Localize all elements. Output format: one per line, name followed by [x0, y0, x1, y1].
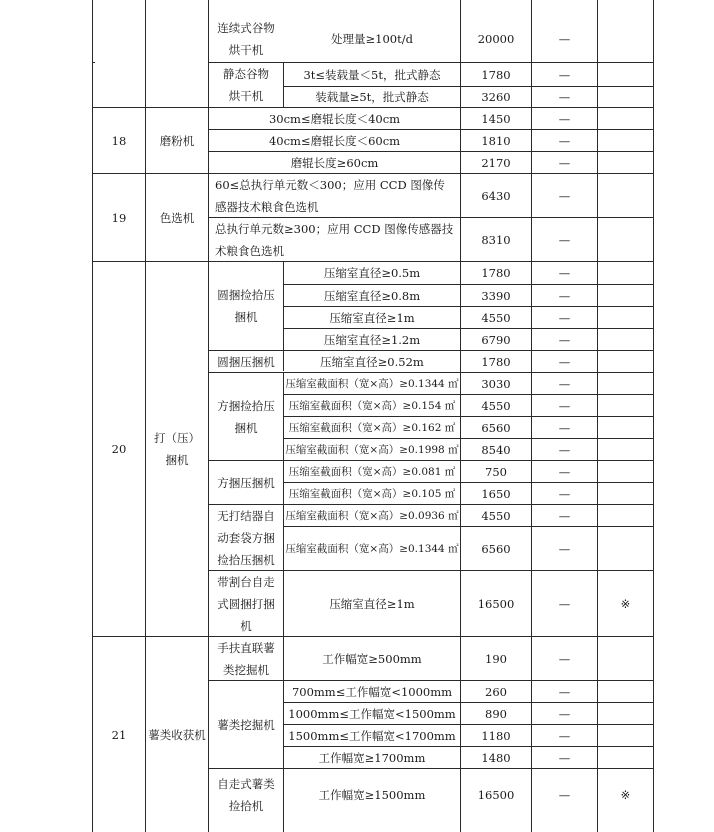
- amount-cell: 4550: [481, 398, 511, 413]
- dash-cell: —: [558, 354, 571, 369]
- dash-cell: —: [558, 596, 571, 611]
- dash-cell: —: [558, 332, 571, 347]
- marker-cell: ※: [620, 788, 631, 802]
- group-name-20: 打（压）捆机: [154, 431, 200, 467]
- dash-cell: —: [558, 232, 571, 247]
- dash-cell: —: [558, 706, 571, 721]
- spec-cell: 压缩室截面积（宽×高）≥0.081 ㎡: [288, 465, 456, 478]
- spec-cell: 工作幅宽≥1700mm: [318, 750, 426, 765]
- dash-cell: —: [558, 111, 571, 126]
- amount-cell: 6790: [481, 332, 511, 347]
- dash-cell: —: [558, 133, 571, 148]
- spec-cell: 压缩室直径≥1m: [329, 310, 415, 325]
- spec-cell: 装载量≥5t，批式静态: [315, 90, 429, 104]
- group-number-19: 19: [111, 210, 127, 225]
- spec-cell: 1500mm≤工作幅宽<1700mm: [288, 728, 456, 743]
- amount-cell: 4550: [481, 310, 511, 325]
- spec-cell: 压缩室直径≥0.5m: [323, 266, 421, 280]
- amount-cell: 750: [485, 464, 507, 479]
- item-name: 薯类挖掘机: [217, 717, 275, 732]
- amount-cell: 6560: [481, 541, 511, 556]
- amount-cell: 1780: [481, 266, 511, 280]
- amount-cell: 1810: [481, 133, 511, 148]
- amount-cell: 16500: [477, 788, 515, 802]
- amount-cell: 8540: [481, 442, 511, 457]
- amount-cell: 1780: [481, 67, 511, 82]
- spec-cell: 60≤总执行单元数＜300；应用 CCD 图像传感器技术粮食色选机: [215, 177, 445, 214]
- dash-cell: —: [558, 266, 571, 280]
- amount-cell: 3260: [481, 90, 511, 104]
- item-name: 方捆捡拾压捆机: [217, 398, 275, 435]
- item-name: 手扶直联薯类挖掘机: [217, 640, 275, 677]
- dash-cell: —: [558, 728, 571, 743]
- spec-cell: 工作幅宽≥500mm: [322, 651, 422, 666]
- dash-cell: —: [558, 310, 571, 325]
- group-name-19: 色选机: [159, 210, 195, 225]
- amount-cell: 1450: [481, 111, 511, 126]
- spec-cell: 压缩室直径≥1m: [329, 596, 415, 611]
- amount-cell: 1780: [481, 354, 511, 369]
- spec-cell: 压缩室截面积（宽×高）≥0.1344 ㎡: [285, 377, 459, 390]
- amount-cell: 260: [485, 684, 507, 699]
- amount-cell: 16500: [477, 596, 515, 611]
- dash-cell: —: [558, 90, 571, 104]
- amount-cell: 20000: [477, 31, 515, 46]
- spec-cell: 3t≤装载量＜5t，批式静态: [303, 67, 441, 82]
- dash-cell: —: [558, 442, 571, 457]
- dash-cell: —: [558, 155, 571, 170]
- item-name: 圆捆压捆机: [217, 354, 275, 369]
- dash-cell: —: [558, 464, 571, 479]
- dash-cell: —: [558, 31, 571, 46]
- dash-cell: —: [558, 288, 571, 303]
- amount-cell: 190: [485, 651, 507, 666]
- amount-cell: 6560: [481, 420, 511, 435]
- item-name: 无打结器自动套袋方捆捡拾压捆机: [217, 508, 275, 567]
- dash-cell: —: [558, 788, 571, 802]
- spec-cell: 30cm≤磨辊长度＜40cm: [268, 111, 401, 126]
- group-number-21: 21: [111, 727, 127, 742]
- spec-cell: 磨辊长度≥60cm: [290, 155, 379, 170]
- dash-cell: —: [558, 420, 571, 435]
- dash-cell: —: [558, 67, 571, 82]
- amount-cell: 3390: [481, 288, 511, 303]
- rule: [597, 0, 598, 832]
- spec-cell: 工作幅宽≥1500mm: [318, 788, 426, 802]
- group-name-21: 薯类收获机: [148, 727, 206, 742]
- item-name: 连续式谷物烘干机: [217, 20, 275, 57]
- spec-cell: 处理量≥100t/d: [331, 31, 413, 46]
- spec-cell: 总执行单元数≥300；应用 CCD 图像传感器技术粮食色选机: [215, 221, 454, 258]
- spec-cell: 1000mm≤工作幅宽<1500mm: [288, 706, 456, 721]
- dash-cell: —: [558, 684, 571, 699]
- dash-cell: —: [558, 376, 571, 391]
- spec-cell: 压缩室截面积（宽×高）≥0.1998 ㎡: [285, 443, 459, 456]
- dash-cell: —: [558, 508, 571, 523]
- spec-cell: 压缩室直径≥1.2m: [323, 332, 421, 347]
- spec-cell: 40cm≤磨辊长度＜60cm: [268, 133, 401, 148]
- spec-cell: 压缩室截面积（宽×高）≥0.154 ㎡: [288, 399, 456, 412]
- amount-cell: 1180: [481, 728, 511, 743]
- spec-cell: 700mm≤工作幅宽<1000mm: [291, 684, 453, 699]
- group-number-20: 20: [111, 442, 127, 456]
- item-name: 静态谷物烘干机: [223, 67, 269, 103]
- item-name: 方捆压捆机: [217, 475, 275, 490]
- marker-cell: ※: [620, 596, 631, 611]
- dash-cell: —: [558, 541, 571, 556]
- group-name-18: 磨粉机: [159, 133, 195, 148]
- spec-cell: 压缩室截面积（宽×高）≥0.1344 ㎡: [285, 542, 459, 555]
- amount-cell: 890: [485, 706, 507, 721]
- amount-cell: 2170: [481, 155, 511, 170]
- amount-cell: 8310: [481, 232, 511, 247]
- dash-cell: —: [558, 651, 571, 666]
- amount-cell: 6430: [481, 188, 511, 203]
- dash-cell: —: [558, 486, 571, 501]
- spec-cell: 压缩室截面积（宽×高）≥0.162 ㎡: [288, 421, 456, 434]
- item-name: 圆捆捡拾压捆机: [217, 288, 275, 324]
- amount-cell: 1650: [481, 486, 511, 501]
- rule: [653, 0, 654, 832]
- spec-cell: 压缩室直径≥0.8m: [323, 288, 421, 303]
- spec-cell: 压缩室直径≥0.52m: [320, 354, 424, 369]
- dash-cell: —: [558, 188, 571, 203]
- item-name: 自走式薯类捡拾机: [217, 777, 275, 813]
- amount-cell: 4550: [481, 508, 511, 523]
- spec-cell: 压缩室截面积（宽×高）≥0.105 ㎡: [288, 487, 456, 500]
- spec-cell: 压缩室截面积（宽×高）≥0.0936 ㎡: [285, 509, 459, 522]
- item-name: 带割台自走式圆捆打捆机: [217, 574, 275, 633]
- amount-cell: 1480: [481, 750, 511, 765]
- amount-cell: 3030: [481, 376, 511, 391]
- dash-cell: —: [558, 750, 571, 765]
- dash-cell: —: [558, 398, 571, 413]
- group-number-18: 18: [111, 133, 127, 148]
